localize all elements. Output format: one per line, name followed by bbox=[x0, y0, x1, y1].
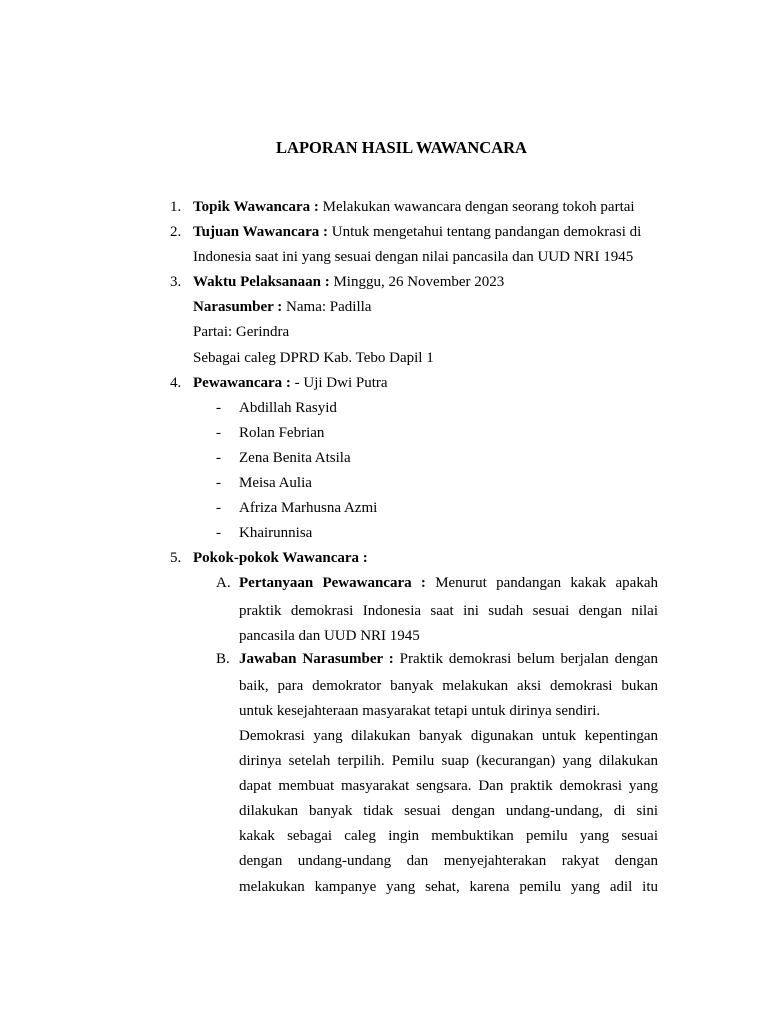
item-number: 3. bbox=[170, 274, 182, 291]
pewawancara-member bbox=[170, 448, 658, 473]
narasumber-line bbox=[170, 297, 658, 322]
pewawancara-member bbox=[170, 398, 658, 423]
item-text: Minggu, 26 November 2023 bbox=[329, 274, 505, 291]
list-item-pewawancara bbox=[170, 373, 658, 398]
item-text: - Uji Dwi Putra bbox=[290, 374, 388, 391]
subitem-text: Praktik demokrasi belum berjalan dengan bbox=[393, 650, 658, 667]
narasumber-label: Narasumber : bbox=[193, 299, 283, 316]
dash-bullet: - bbox=[216, 399, 221, 416]
member-name: Zena Benita Atsila bbox=[239, 449, 351, 466]
subitem-jawaban bbox=[170, 649, 658, 674]
answer-paragraph-line: dirinya setelah terpilih. Pemilu suap (kecurangan) yang dilakukan bbox=[239, 753, 658, 770]
subitem-letter: B. bbox=[216, 650, 230, 667]
item-number: 4. bbox=[170, 374, 182, 391]
list-item-topik bbox=[170, 197, 658, 222]
dash-bullet: - bbox=[216, 449, 221, 466]
pewawancara-member bbox=[170, 423, 658, 448]
pewawancara-member bbox=[170, 523, 658, 548]
list-item-waktu bbox=[170, 272, 658, 297]
item-label: Topik Wawancara : bbox=[193, 199, 319, 215]
subitem-label: Jawaban Narasumber : bbox=[239, 650, 394, 667]
dash-bullet: - bbox=[216, 475, 221, 492]
document-body bbox=[170, 197, 658, 900]
member-name: Khairunnisa bbox=[239, 525, 313, 542]
narasumber-caleg: Sebagai caleg DPRD Kab. Tebo Dapil 1 bbox=[193, 349, 434, 366]
dash-bullet: - bbox=[216, 424, 221, 441]
member-name: Afriza Marhusna Azmi bbox=[239, 500, 378, 517]
item-label: Tujuan Wawancara : bbox=[193, 224, 329, 241]
answer-paragraph-line: dilakukan banyak tidak sesuai dengan undang-undang, di sini bbox=[239, 803, 658, 820]
pewawancara-member bbox=[170, 498, 658, 523]
subitem-text-line: untuk kesejahteraan masyarakat tetapi untuk dirinya sendiri. bbox=[239, 702, 601, 719]
pewawancara-member bbox=[170, 473, 658, 498]
item-number: 1. bbox=[170, 199, 182, 215]
member-name: Rolan Febrian bbox=[239, 424, 325, 441]
subitem-text-line: pancasila dan UUD NRI 1945 bbox=[239, 627, 420, 644]
item-label: Pewawancara : bbox=[193, 374, 291, 391]
answer-paragraph-line: dengan undang-undang dan menyejahterakan rakyat dengan bbox=[239, 853, 658, 870]
item-label: Pokok-pokok Wawancara : bbox=[193, 550, 368, 567]
item-number: 5. bbox=[170, 550, 182, 567]
member-name: Abdillah Rasyid bbox=[239, 399, 337, 416]
narasumber-partai: Partai: Gerindra bbox=[193, 324, 290, 341]
item-continuation: Indonesia saat ini yang sesuai dengan nilai pancasila dan UUD NRI 1945 bbox=[193, 249, 634, 266]
dash-bullet: - bbox=[216, 525, 221, 542]
document-title: LAPORAN HASIL WAWANCARA bbox=[276, 138, 527, 157]
item-number: 2. bbox=[170, 224, 182, 241]
answer-paragraph-line: Demokrasi yang dilakukan banyak digunakan untuk kepentingan bbox=[239, 727, 658, 744]
item-text: Melakukan wawancara dengan seorang tokoh partai bbox=[318, 199, 635, 215]
subitem-text-line: praktik demokrasi Indonesia saat ini sudah sesuai dengan nilai bbox=[239, 602, 658, 619]
list-item-pokok bbox=[170, 548, 658, 573]
member-name: Meisa Aulia bbox=[239, 475, 312, 492]
subitem-letter: A. bbox=[216, 575, 231, 592]
answer-paragraph-line: kakak sebagai caleg ingin membuktikan pemilu yang sesuai bbox=[239, 828, 658, 845]
answer-paragraph-line: melakukan kampanye yang sehat, karena pemilu yang adil itu bbox=[239, 878, 658, 895]
subitem-pertanyaan bbox=[170, 573, 658, 598]
item-label: Waktu Pelaksanaan : bbox=[193, 274, 330, 291]
dash-bullet: - bbox=[216, 500, 221, 517]
subitem-text: Menurut pandangan kakak apakah bbox=[425, 575, 658, 592]
item-text: Untuk mengetahui tentang pandangan demokrasi di bbox=[328, 224, 642, 241]
narasumber-name: Nama: Padilla bbox=[282, 299, 372, 316]
answer-paragraph-line: dapat membuat masyarakat sengsara. Dan praktik demokrasi yang bbox=[239, 778, 658, 795]
subitem-label: Pertanyaan Pewawancara : bbox=[239, 575, 426, 592]
subitem-text-line: baik, para demokrator banyak melakukan aksi demokrasi bukan bbox=[239, 677, 658, 694]
list-item-tujuan bbox=[170, 222, 658, 247]
